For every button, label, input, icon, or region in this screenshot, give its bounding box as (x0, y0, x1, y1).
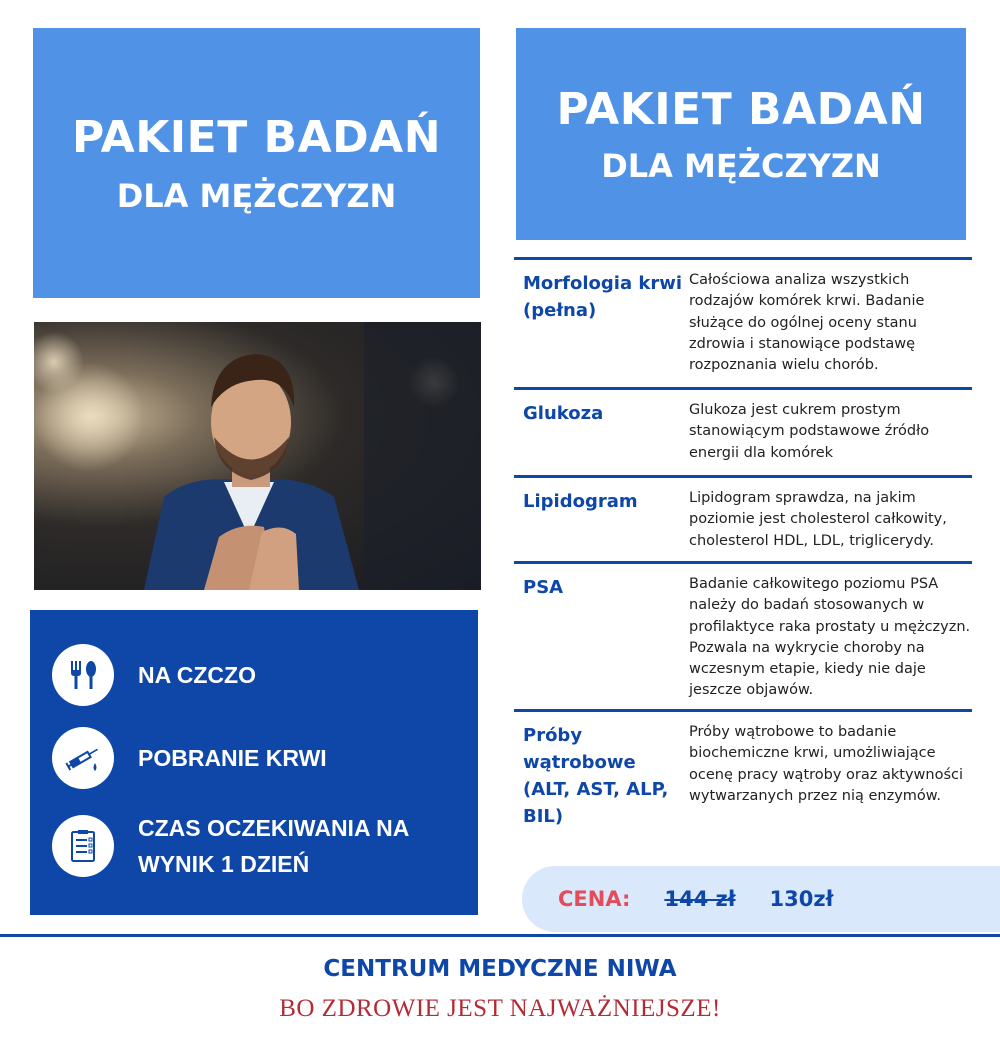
header-right-subtitle: DLA MĘŻCZYZN (601, 146, 881, 185)
test-name: Morfologia krwi (pełna) (523, 273, 683, 321)
header-right-banner (516, 28, 966, 240)
price-old: 144 zł (664, 887, 736, 911)
test-description: Próby wątrobowe to badanie biochemiczne krwi, umożliwiające ocenę pracy wątroby oraz aktywności wytwarzanych przez nią enzymów. (689, 724, 963, 804)
info-item-blood-draw (52, 727, 327, 789)
info-text-fasting: NA CZCZO (138, 662, 256, 688)
test-description: Badanie całkowitego poziomu PSA należy do badań stosowanych w profilaktyce raka prostaty u mężczyzn. Pozwala na wykrycie choroby na wczesnym etapie, kiedy nie daje jeszcze objawów. (689, 576, 971, 699)
test-description: Glukoza jest cukrem prostym stanowiącym podstawowe źródło energii dla komórek (689, 402, 930, 461)
test-row-psa (514, 561, 972, 709)
test-description: Lipidogram sprawdza, na jakim poziomie jest cholesterol całkowity, cholesterol HDL, LDL, triglicerydy. (689, 490, 947, 549)
test-name: Próby wątrobowe (ALT, AST, ALP, BIL) (523, 725, 669, 827)
test-name: PSA (523, 577, 564, 598)
test-name: Glukoza (523, 403, 604, 424)
price-label: CENA: (558, 887, 631, 911)
test-description: Całościowa analiza wszystkich rodzajów komórek krwi. Badanie służące do ogólnej oceny stanu zdrowia i stanowiące podstawę rozpoznania wielu chorób. (689, 272, 925, 374)
header-left-title: PAKIET BADAŃ (71, 111, 442, 163)
info-panel (30, 610, 478, 915)
footer-title: CENTRUM MEDYCZNE NIWA (323, 956, 677, 982)
test-row-morphology (514, 257, 972, 387)
footer-slogan: BO ZDROWIE JEST NAJWAŻNIEJSZE! (279, 995, 721, 1022)
test-row-glucose (514, 387, 972, 475)
header-left-banner (33, 28, 480, 298)
info-item-waiting-time (52, 810, 409, 882)
tests-table (514, 257, 972, 829)
test-row-liver (514, 709, 972, 829)
info-item-fasting (52, 644, 256, 706)
fork-spoon-icon (52, 644, 114, 706)
info-text-waiting-time: CZAS OCZEKIWANIA NA WYNIK 1 DZIEŃ (138, 815, 410, 877)
footer-divider (0, 934, 1000, 937)
test-name: Lipidogram (523, 491, 638, 512)
price-new: 130zł (769, 887, 834, 911)
clipboard-checklist-icon (52, 815, 114, 877)
header-right-title: PAKIET BADAŃ (556, 83, 926, 135)
man-portrait-photo (34, 322, 481, 590)
man-portrait-illustration (34, 322, 481, 590)
info-text-blood-draw: POBRANIE KRWI (138, 745, 327, 771)
price-bar (522, 866, 1000, 932)
syringe-icon (52, 727, 114, 789)
test-row-lipidogram (514, 475, 972, 561)
header-left-subtitle: DLA MĘŻCZYZN (116, 176, 397, 215)
